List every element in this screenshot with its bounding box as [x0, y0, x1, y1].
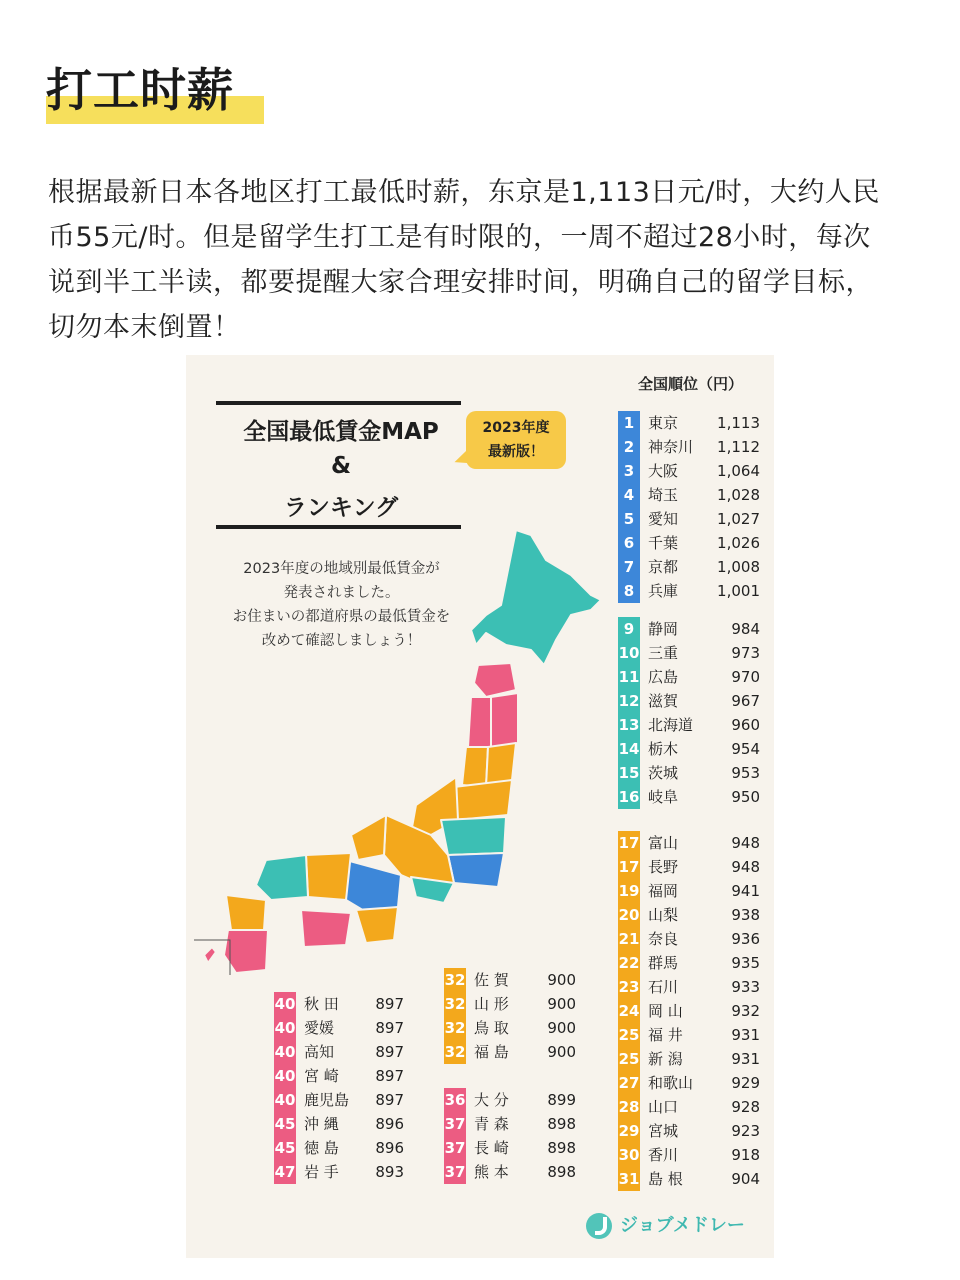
rank-number: 14 [618, 737, 640, 761]
prefecture-name: 福 井 [648, 1026, 683, 1044]
title-block [46, 60, 234, 120]
prefecture-name: 大 分 [474, 1091, 509, 1109]
rank-number: 19 [618, 879, 640, 903]
rank-number: 10 [618, 641, 640, 665]
prefecture-name: 栃木 [648, 740, 679, 758]
rank-number: 1 [618, 411, 640, 435]
ranking-row [274, 1088, 404, 1112]
japan-map [186, 515, 626, 975]
wage-value: 1,113 [717, 414, 760, 432]
wage-value: 941 [731, 882, 760, 900]
rank-number: 27 [618, 1071, 640, 1095]
note-line: 改めて確認しましょう！ [261, 633, 422, 649]
wage-value: 948 [731, 834, 760, 852]
edition-badge [466, 411, 566, 469]
wage-value: 931 [731, 1050, 760, 1068]
prefecture-name: 東京 [648, 414, 679, 432]
ranking-row [274, 1016, 404, 1040]
ranking-row [618, 579, 760, 603]
wage-value: 923 [731, 1122, 760, 1140]
map-kii [356, 907, 398, 943]
map-chugoku-east [306, 853, 351, 900]
prefecture-name: 新 潟 [648, 1050, 683, 1068]
prefecture-name: 富山 [648, 834, 679, 852]
rank-number: 32 [444, 992, 466, 1016]
wage-value: 970 [731, 668, 760, 686]
prefecture-name: 沖 縄 [304, 1115, 339, 1133]
rank-number: 40 [274, 1064, 296, 1088]
wage-value: 1,026 [717, 534, 760, 552]
ranking-row [444, 1040, 576, 1064]
ranking-row [618, 713, 760, 737]
rank-number: 40 [274, 1016, 296, 1040]
rank-number: 29 [618, 1119, 640, 1143]
ranking-row [618, 411, 760, 435]
prefecture-name: 愛媛 [304, 1019, 335, 1037]
page-title: 打工时薪 [46, 63, 234, 117]
wage-value: 900 [547, 1043, 576, 1061]
rank-number: 23 [618, 975, 640, 999]
map-hokkaido [471, 530, 601, 665]
prefecture-name: 佐 賀 [474, 971, 509, 989]
prefecture-name: 京都 [648, 558, 679, 576]
rank-number: 12 [618, 689, 640, 713]
wage-value: 967 [731, 692, 760, 710]
wage-value: 898 [547, 1115, 576, 1133]
ranking-row [618, 1023, 760, 1047]
map-aomori [474, 663, 516, 697]
ranking-row [274, 1136, 404, 1160]
prefecture-name: 秋 田 [304, 995, 339, 1013]
ranking-row [444, 1160, 576, 1184]
prefecture-name: 鹿児島 [304, 1091, 350, 1109]
wage-value: 973 [731, 644, 760, 662]
prefecture-name: 大阪 [648, 462, 679, 480]
ranking-row [618, 531, 760, 555]
ranking-row [618, 855, 760, 879]
ranking-row [618, 761, 760, 785]
logo-mark-icon [586, 1213, 612, 1239]
rank-number: 45 [274, 1136, 296, 1160]
rank-number: 17 [618, 855, 640, 879]
prefecture-name: 山 形 [474, 995, 509, 1013]
rank-group-teal [618, 617, 760, 809]
prefecture-name: 兵庫 [648, 582, 679, 600]
rank-group-pink-mid [444, 1088, 576, 1184]
wage-value: 933 [731, 978, 760, 996]
wage-value: 953 [731, 764, 760, 782]
title-rule-top [216, 401, 461, 405]
rank-number: 30 [618, 1143, 640, 1167]
rank-group-orange-mid [444, 968, 576, 1064]
prefecture-name: 香川 [648, 1146, 679, 1164]
rank-number: 36 [444, 1088, 466, 1112]
wage-value: 918 [731, 1146, 760, 1164]
ranking-row [618, 483, 760, 507]
ranking-row [618, 1119, 760, 1143]
ranking-row [618, 879, 760, 903]
ranking-row [444, 992, 576, 1016]
ranking-row [618, 903, 760, 927]
wage-value: 938 [731, 906, 760, 924]
prefecture-name: 滋賀 [648, 692, 679, 710]
wage-value: 1,112 [717, 438, 760, 456]
rank-number: 32 [444, 1016, 466, 1040]
rank-number: 15 [618, 761, 640, 785]
card-title-line1: 全国最低賃金MAP [243, 419, 439, 445]
map-yamagata [462, 747, 488, 787]
prefecture-name: 山口 [648, 1098, 679, 1116]
ranking-row [618, 507, 760, 531]
rank-number: 21 [618, 927, 640, 951]
rank-number: 25 [618, 1023, 640, 1047]
map-akita [468, 697, 491, 747]
map-tokyo-area [448, 853, 504, 887]
ranking-row [618, 1167, 760, 1191]
map-iwate [491, 693, 518, 747]
rank-number: 5 [618, 507, 640, 531]
wage-value: 935 [731, 954, 760, 972]
ranking-row [274, 1160, 404, 1184]
ranking-row [618, 459, 760, 483]
note-line: 発表されました。 [283, 585, 400, 601]
wage-value: 932 [731, 1002, 760, 1020]
wage-value: 896 [375, 1115, 404, 1133]
rank-number: 31 [618, 1167, 640, 1191]
wage-value: 1,028 [717, 486, 760, 504]
prefecture-name: 宮 崎 [304, 1067, 339, 1085]
ranking-row [618, 737, 760, 761]
rank-number: 40 [274, 992, 296, 1016]
wage-value: 948 [731, 858, 760, 876]
ranking-row [618, 641, 760, 665]
prefecture-name: 福 島 [474, 1043, 509, 1061]
rank-number: 25 [618, 1047, 640, 1071]
rank-group-blue [618, 411, 760, 603]
prefecture-name: 愛知 [648, 510, 679, 528]
rank-number: 24 [618, 999, 640, 1023]
wage-value: 950 [731, 788, 760, 806]
rank-number: 32 [444, 968, 466, 992]
rank-number: 45 [274, 1112, 296, 1136]
map-kyushu-north [226, 895, 266, 930]
ranking-row [618, 1047, 760, 1071]
ranking-row [444, 1088, 576, 1112]
prefecture-name: 茨城 [648, 764, 679, 782]
ranking-row [274, 992, 404, 1016]
wage-value: 1,064 [717, 462, 760, 480]
wage-value: 900 [547, 1019, 576, 1037]
rank-group-pink-left [274, 992, 404, 1184]
badge-line2: 最新版！ [488, 444, 544, 460]
ranking-row [444, 1112, 576, 1136]
note-line: 2023年度の地域別最低賃金が [243, 561, 440, 577]
wage-value: 900 [547, 995, 576, 1013]
map-chugoku-west [256, 855, 308, 900]
rank-number: 17 [618, 831, 640, 855]
ranking-row [618, 975, 760, 999]
prefecture-name: 三重 [648, 644, 679, 662]
prefecture-name: 青 森 [474, 1115, 509, 1133]
wage-value: 900 [547, 971, 576, 989]
wage-value: 1,001 [717, 582, 760, 600]
wage-value: 896 [375, 1139, 404, 1157]
wage-value: 898 [547, 1163, 576, 1181]
ranking-row [274, 1112, 404, 1136]
wage-value: 928 [731, 1098, 760, 1116]
prefecture-name: 山梨 [648, 906, 679, 924]
ranking-row [444, 1136, 576, 1160]
note-line: お住まいの都道府県の最低賃金を [232, 609, 451, 625]
prefecture-name: 熊 本 [474, 1163, 509, 1181]
rank-number: 32 [444, 1040, 466, 1064]
wage-value: 897 [375, 1043, 404, 1061]
wage-value: 929 [731, 1074, 760, 1092]
intro-paragraph: 根据最新日本各地区打工最低时薪，东京是1,113日元/时，大约人民币55元/时。但是留学生打工是有时限的，一周不超过28小时，每次说到半工半读，都要提醒大家合理安排时间，明确自己的留学目标，切勿本末倒置！ [48, 177, 880, 343]
ranking-row [618, 831, 760, 855]
ranking-row [444, 1016, 576, 1040]
wage-value: 1,027 [717, 510, 760, 528]
prefecture-name: 高知 [304, 1043, 335, 1061]
prefecture-name: 岩 手 [304, 1163, 339, 1181]
prefecture-name: 岐阜 [648, 788, 679, 806]
rank-number: 9 [618, 617, 640, 641]
wage-value: 899 [547, 1091, 576, 1109]
ranking-row [618, 555, 760, 579]
ranking-row [274, 1064, 404, 1088]
wage-value: 960 [731, 716, 760, 734]
rank-number: 40 [274, 1040, 296, 1064]
rank-number: 8 [618, 579, 640, 603]
wage-value: 897 [375, 1067, 404, 1085]
card-title-line2: & [330, 453, 352, 479]
rank-number: 4 [618, 483, 640, 507]
rank-number: 37 [444, 1112, 466, 1136]
ranking-header: 全国順位（円） [638, 375, 744, 393]
ranking-row [618, 785, 760, 809]
ranking-row [444, 968, 576, 992]
prefecture-name: 北海道 [648, 716, 694, 734]
prefecture-name: 千葉 [648, 534, 679, 552]
prefecture-name: 宮城 [648, 1122, 679, 1140]
wage-value: 904 [731, 1170, 760, 1188]
ranking-row [618, 951, 760, 975]
rank-number: 37 [444, 1160, 466, 1184]
logo-text: ジョブメドレー [620, 1215, 745, 1236]
rank-number: 40 [274, 1088, 296, 1112]
map-fukushima [454, 780, 512, 820]
rank-number: 6 [618, 531, 640, 555]
prefecture-name: 徳 島 [304, 1139, 339, 1157]
rank-number: 11 [618, 665, 640, 689]
wage-value: 984 [731, 620, 760, 638]
ranking-row [618, 1095, 760, 1119]
prefecture-name: 福岡 [648, 882, 679, 900]
ranking-row [618, 435, 760, 459]
wage-value: 936 [731, 930, 760, 948]
map-kanto-north [441, 817, 506, 855]
map-okinawa [204, 947, 216, 963]
ranking-row [618, 999, 760, 1023]
map-hokuriku [351, 815, 386, 860]
ranking-row [618, 665, 760, 689]
prefecture-name: 島 根 [648, 1170, 683, 1188]
prefecture-name: 長 崎 [474, 1139, 509, 1157]
prefecture-name: 鳥 取 [474, 1019, 509, 1037]
rank-group-orange-right [618, 831, 760, 1191]
minimum-wage-card [186, 355, 774, 1258]
rank-number: 37 [444, 1136, 466, 1160]
wage-value: 897 [375, 1019, 404, 1037]
prefecture-name: 長野 [648, 858, 679, 876]
prefecture-name: 岡 山 [648, 1002, 683, 1020]
rank-number: 16 [618, 785, 640, 809]
prefecture-name: 石川 [648, 978, 679, 996]
wage-value: 897 [375, 995, 404, 1013]
rank-number: 2 [618, 435, 640, 459]
rank-number: 28 [618, 1095, 640, 1119]
ranking-row [274, 1040, 404, 1064]
map-shikoku [301, 910, 351, 947]
ranking-row [618, 1071, 760, 1095]
ranking-row [618, 927, 760, 951]
ranking-row [618, 689, 760, 713]
rank-number: 22 [618, 951, 640, 975]
ranking-row [618, 617, 760, 641]
rank-number: 3 [618, 459, 640, 483]
rank-number: 13 [618, 713, 640, 737]
wage-value: 898 [547, 1139, 576, 1157]
ranking-row [618, 1143, 760, 1167]
prefecture-name: 神奈川 [648, 438, 694, 456]
map-kyushu-south [224, 930, 268, 973]
wage-value: 897 [375, 1091, 404, 1109]
wage-value: 1,008 [717, 558, 760, 576]
rank-number: 47 [274, 1160, 296, 1184]
prefecture-name: 広島 [648, 668, 679, 686]
jobmedley-logo [586, 1211, 745, 1239]
prefecture-name: 埼玉 [648, 486, 679, 504]
prefecture-name: 奈良 [648, 930, 679, 948]
wage-value: 893 [375, 1163, 404, 1181]
prefecture-name: 静岡 [648, 620, 679, 638]
prefecture-name: 和歌山 [648, 1074, 694, 1092]
card-title-line3: ランキング [283, 495, 399, 521]
rank-number: 20 [618, 903, 640, 927]
prefecture-name: 群馬 [648, 954, 679, 972]
badge-line1: 2023年度 [482, 420, 550, 436]
wage-value: 931 [731, 1026, 760, 1044]
wage-value: 954 [731, 740, 760, 758]
rank-number: 7 [618, 555, 640, 579]
